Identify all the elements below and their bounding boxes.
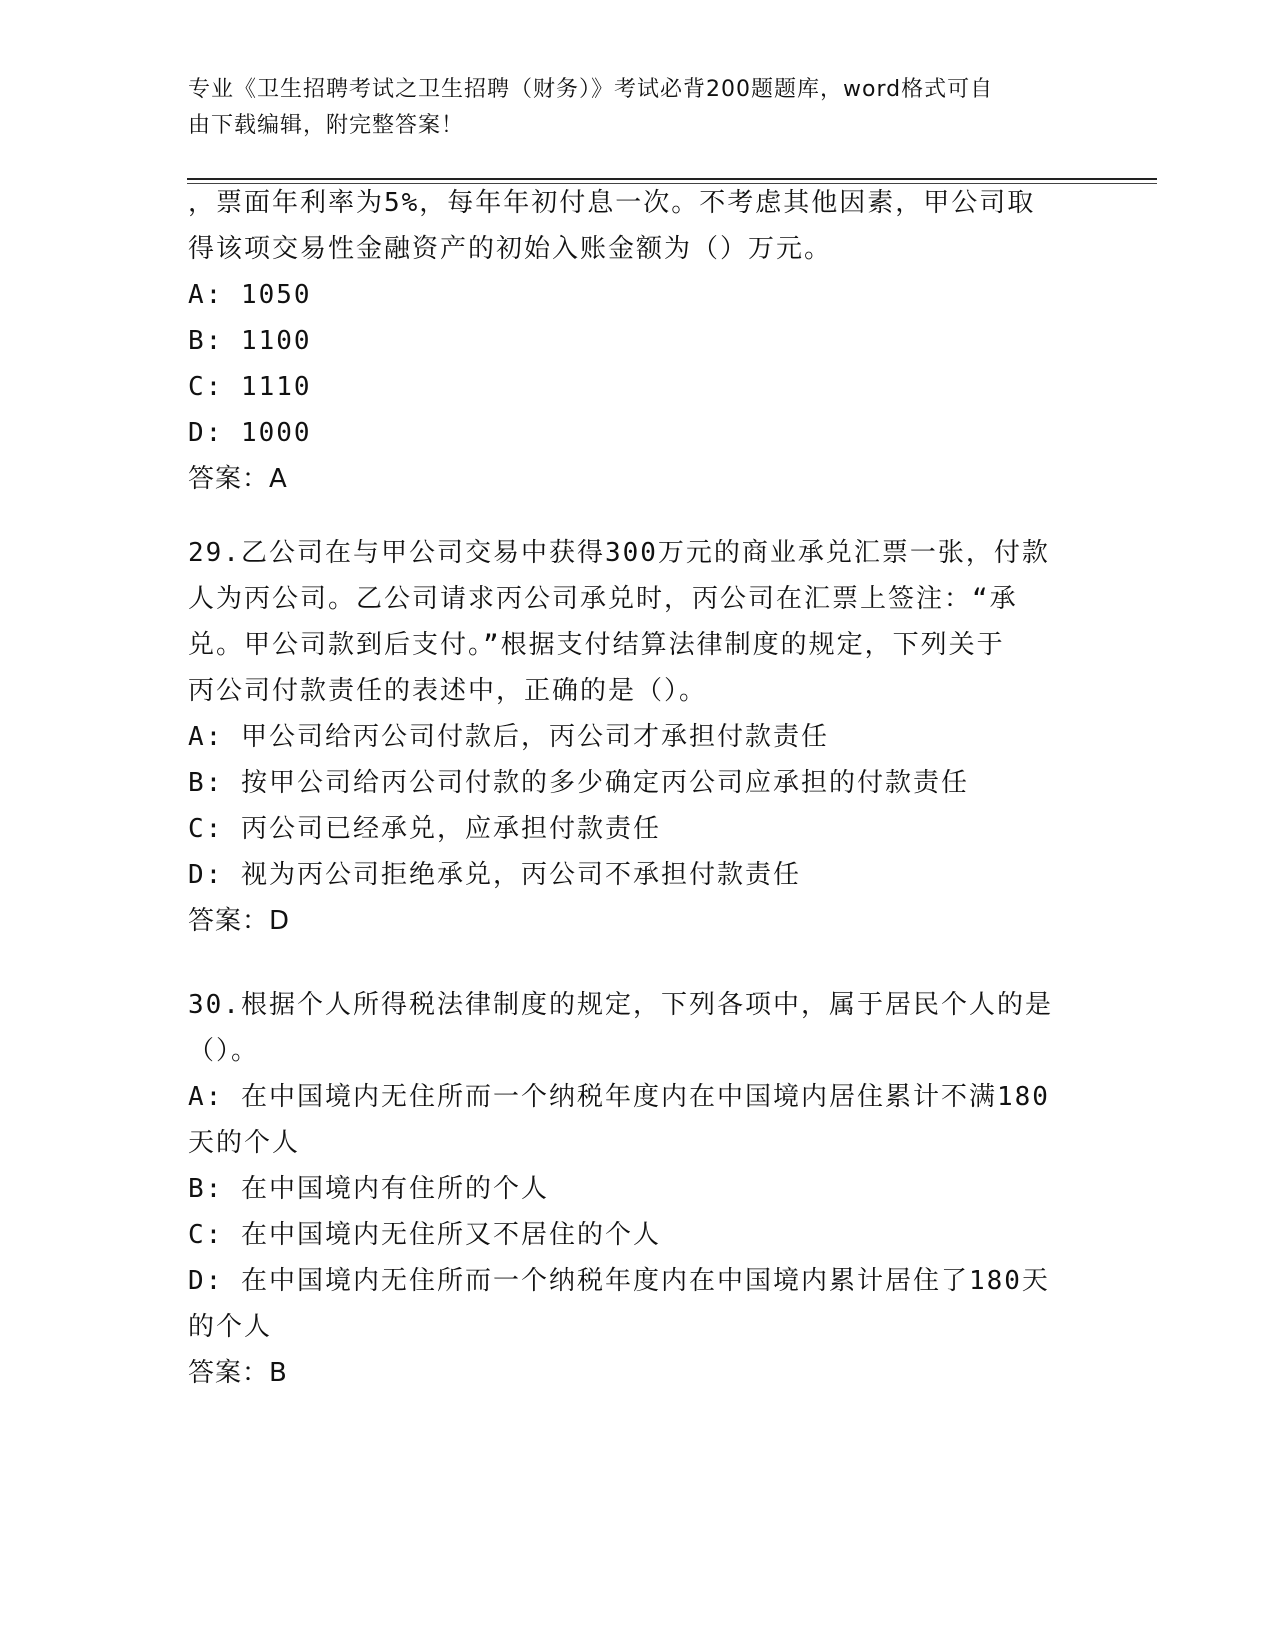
- question-text-line: ，票面年利率为5%，每年年初付息一次。不考虑其他因素，甲公司取: [188, 188, 1036, 218]
- option-d: D: 在中国境内无住所而一个纳税年度内在中国境内累计居住了180天: [188, 1266, 1050, 1296]
- question-text-line: 兑。甲公司款到后支付。”根据支付结算法律制度的规定，下列关于: [188, 630, 1005, 660]
- question-text-line: 29.乙公司在与甲公司交易中获得300万元的商业承兑汇票一张，付款: [188, 538, 1050, 568]
- answer-line: 答案：D: [188, 906, 291, 936]
- option-b: B: 按甲公司给丙公司付款的多少确定丙公司应承担的付款责任: [188, 768, 969, 798]
- option-d-continued: 的个人: [188, 1312, 273, 1342]
- answer-line: 答案：A: [188, 464, 288, 494]
- option-d: D: 视为丙公司拒绝承兑，丙公司不承担付款责任: [188, 860, 801, 890]
- question-text-line: 丙公司付款责任的表述中，正确的是（）。: [188, 676, 708, 706]
- option-d: D: 1000: [188, 418, 312, 448]
- question-text-line: 人为丙公司。乙公司请求丙公司承兑时，丙公司在汇票上签注：“承: [188, 584, 1018, 614]
- option-c: C: 1110: [188, 372, 312, 402]
- question-28-tail: [188, 180, 1088, 502]
- question-30: [188, 982, 1088, 1396]
- question-29: [188, 530, 1088, 944]
- answer-line: 答案：B: [188, 1358, 288, 1388]
- header-line-2: 由下载编辑，附完整答案！: [188, 113, 465, 138]
- question-text-line: （）。: [188, 1036, 260, 1066]
- option-a: A: 在中国境内无住所而一个纳税年度内在中国境内居住累计不满180: [188, 1082, 1050, 1112]
- document-header: [188, 72, 1068, 144]
- question-text-line: 30.根据个人所得税法律制度的规定，下列各项中，属于居民个人的是: [188, 990, 1053, 1020]
- option-b: B: 1100: [188, 326, 312, 356]
- header-line-1: 专业《卫生招聘考试之卫生招聘（财务）》考试必背200题题库，word格式可自: [188, 77, 994, 102]
- option-c: C: 丙公司已经承兑，应承担付款责任: [188, 814, 661, 844]
- option-a: A: 甲公司给丙公司付款后，丙公司才承担付款责任: [188, 722, 829, 752]
- option-a-continued: 天的个人: [188, 1128, 301, 1158]
- option-a: A: 1050: [188, 280, 312, 310]
- option-c: C: 在中国境内无住所又不居住的个人: [188, 1220, 661, 1250]
- option-b: B: 在中国境内有住所的个人: [188, 1174, 549, 1204]
- question-text-line: 得该项交易性金融资产的初始入账金额为（）万元。: [188, 234, 833, 264]
